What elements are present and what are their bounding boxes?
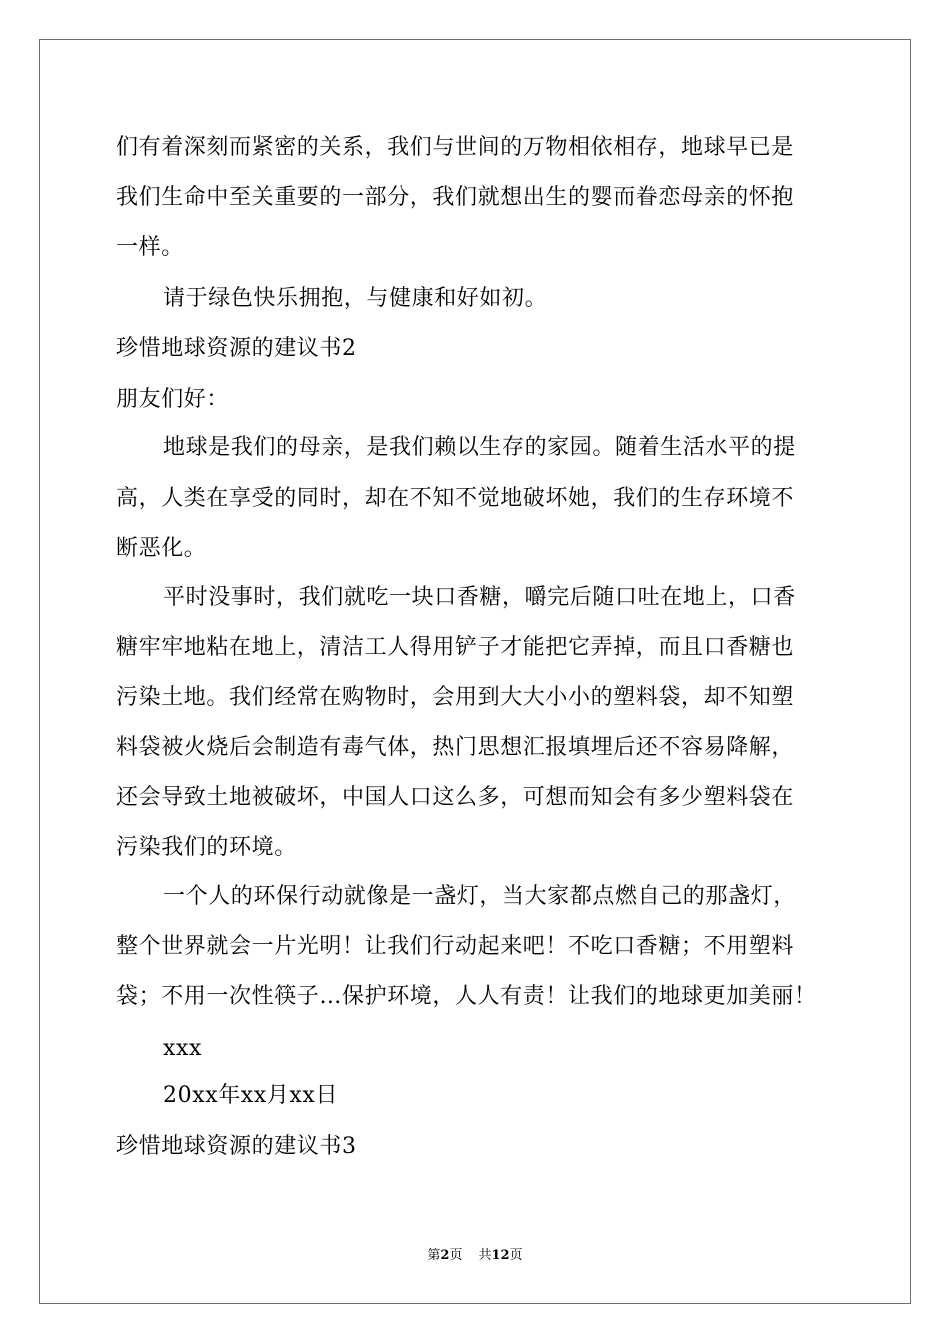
total-prefix: 共	[478, 1248, 492, 1263]
page-current: 2	[440, 1248, 450, 1263]
body-line: 一个人的环保行动就像是一盏灯，当大家都点燃自己的那盏灯，	[163, 884, 796, 909]
body-line: 整个世界就会一片光明！让我们行动起来吧！不吃口香糖；不用塑料	[116, 934, 795, 959]
page-footer	[0, 1248, 950, 1264]
salutation: 朋友们好：	[116, 387, 230, 412]
total-suffix: 页	[509, 1248, 523, 1263]
total-pages: 12	[491, 1248, 510, 1263]
body-line: 糖牢牢地粘在地上，清洁工人得用铲子才能把它弄掉，而且口香糖也	[116, 635, 795, 660]
body-line: 还会导致土地被破坏，中国人口这么多，可想而知会有多少塑料袋在	[116, 785, 795, 810]
page-suffix: 页	[449, 1248, 463, 1263]
page-prefix: 第	[427, 1248, 441, 1263]
body-line: 污染土地。我们经常在购物时，会用到大大小小的塑料袋，却不知塑	[116, 685, 795, 710]
body-line: 一样。	[116, 235, 184, 260]
body-line: 地球是我们的母亲，是我们赖以生存的家园。随着生活水平的提	[163, 435, 796, 460]
body-line: 们有着深刻而紧密的关系，我们与世间的万物相依相存，地球早已是	[116, 135, 795, 160]
body-line: 污染我们的环境。	[116, 835, 297, 860]
body-line: 我们生命中至关重要的一部分，我们就想出生的婴而眷恋母亲的怀抱	[116, 185, 795, 210]
body-line: 断恶化。	[116, 536, 207, 561]
body-line: 袋；不用一次性筷子…保护环境，人人有责！让我们的地球更加美丽！	[116, 984, 817, 1009]
body-line: 料袋被火烧后会制造有毒气体，热门思想汇报填埋后还不容易降解，	[116, 735, 795, 760]
body-line: 请于绿色快乐拥抱，与健康和好如初。	[163, 286, 548, 311]
body-line: 平时没事时，我们就吃一块口香糖，嚼完后随口吐在地上，口香	[163, 585, 796, 610]
section-heading: 珍惜地球资源的建议书2	[116, 336, 357, 361]
signature: xxx	[163, 1036, 203, 1061]
date-line: 20xx年xx月xx日	[163, 1083, 339, 1108]
page-border	[39, 39, 911, 1304]
section-heading: 珍惜地球资源的建议书3	[116, 1134, 357, 1159]
body-line: 高，人类在享受的同时，却在不知不觉地破坏她，我们的生存环境不	[116, 486, 795, 511]
